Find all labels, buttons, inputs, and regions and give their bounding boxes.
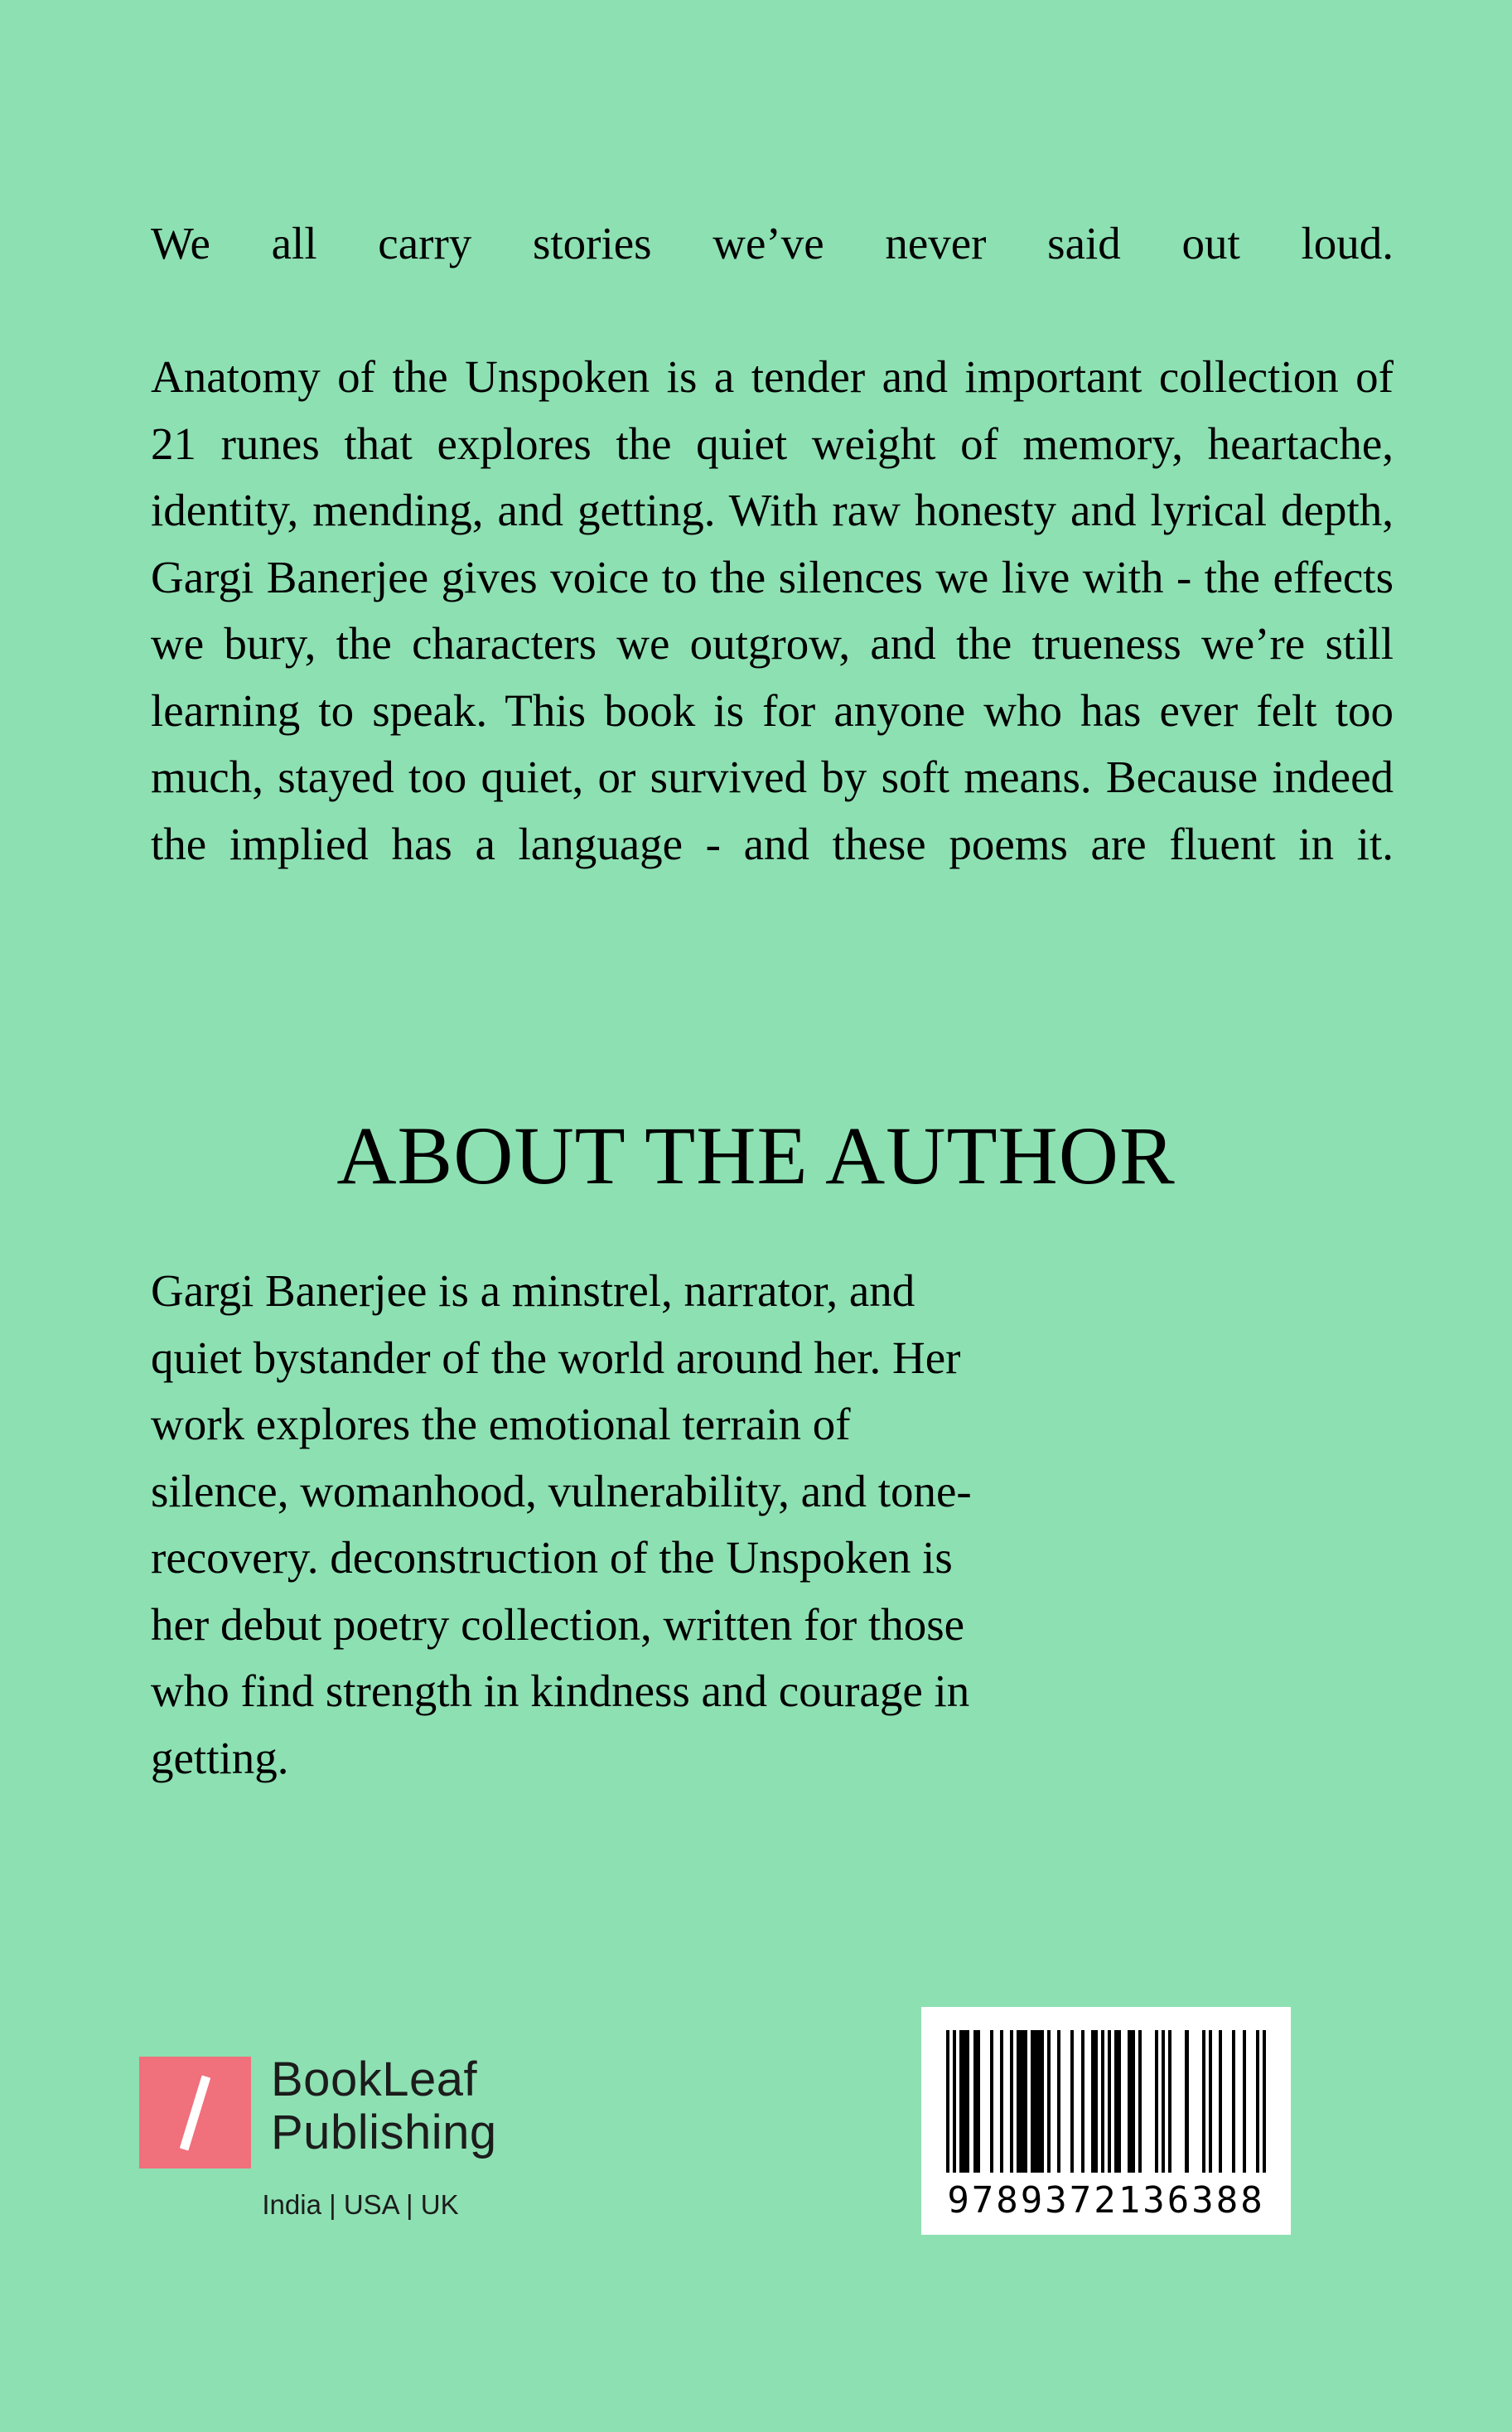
publisher-regions: India | USA | UK bbox=[262, 2189, 459, 2220]
publisher-name bbox=[271, 2053, 497, 2159]
barcode-bars bbox=[946, 2030, 1266, 2173]
tagline-text bbox=[151, 210, 1394, 277]
publisher-name-line2: Publishing bbox=[271, 2106, 497, 2159]
tagline-line: We all carry stories we’ve never said out loud. bbox=[151, 218, 1394, 268]
about-the-author-heading: ABOUT THE AUTHOR bbox=[336, 1110, 1176, 1201]
barcode-number: 9789372136388 bbox=[947, 2179, 1265, 2222]
slash-icon bbox=[180, 2075, 210, 2150]
publisher-logo bbox=[139, 2057, 251, 2168]
synopsis-text: Anatomy of the Unspoken is a tender and important collection of 21 runes that explores the quiet weight of memory, heartache, identity, mending, and getting. With raw honesty and lyrical depth, Gargi Banerjee gives voice to the silences we live with - the effects we bury, the characters we outgrow, and the trueness we’re still learning to speak. This book is for anyone who has ever felt too much, stayed too quiet, or survived by soft means. Because indeed the implied has a language - and these poems are fluent in it. bbox=[151, 351, 1394, 869]
barcode bbox=[921, 2007, 1291, 2235]
publisher-name-line1: BookLeaf bbox=[271, 2052, 478, 2106]
author-bio-text: Gargi Banerjee is a minstrel, narrator, and quiet bystander of the world around her. Her work explores the emotional terrain of silence, womanhood, vulnerability, and tone-recovery. deconstruction of the Unspoken is her debut poetry collection, written for those who find strength in kindness and courage in getting. bbox=[151, 1265, 972, 1783]
